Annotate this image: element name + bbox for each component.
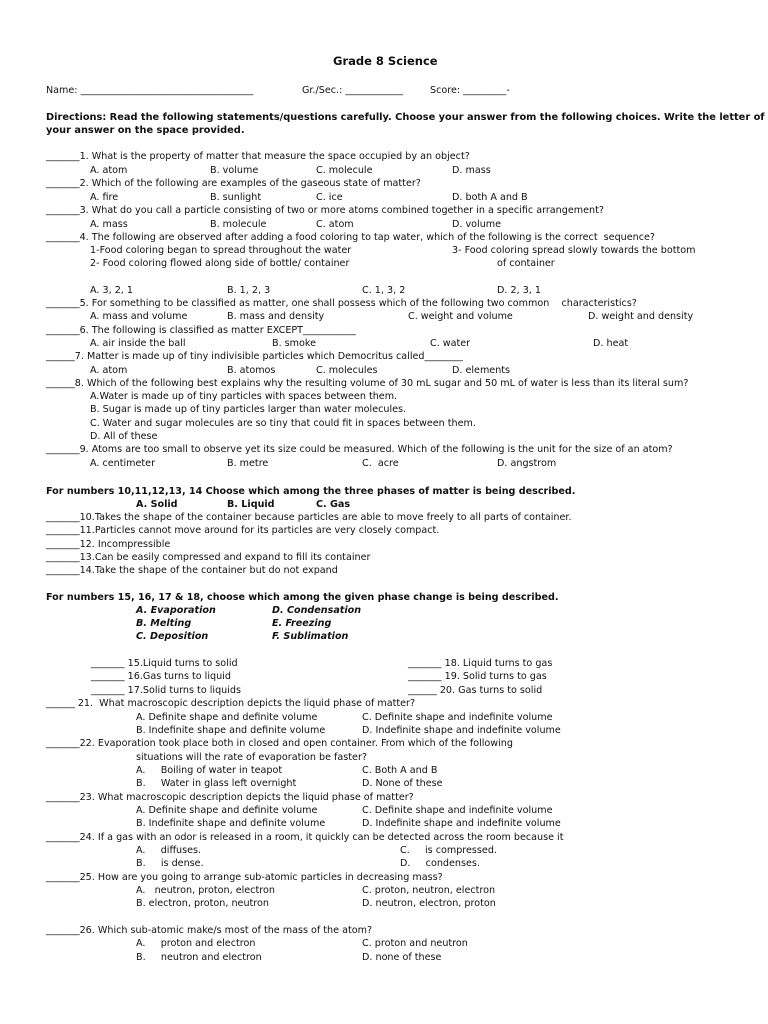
question-stem: _______22. Evaporation took place both in closed and open container. From which of the following <box>46 738 513 749</box>
question-stem: _______25. How are you going to arrange sub-atomic particles in decreasing mass? <box>46 872 443 883</box>
choice: B. Sugar is made up of tiny particles larger than water molecules. <box>90 404 407 415</box>
item: _______ 19. Solid turns to gas <box>408 671 547 682</box>
choice: D. neutron, electron, proton <box>362 898 496 909</box>
choice: D. mass <box>452 165 491 176</box>
choice: D. volume <box>452 219 502 230</box>
option: D. Condensation <box>272 605 362 616</box>
choice: B. metre <box>227 458 269 469</box>
choice: B. is dense. <box>136 858 204 869</box>
choice: D. weight and density <box>588 311 694 322</box>
question-stem-continued: situations will the rate of evaporation be faster? <box>136 752 367 763</box>
choice: A. air inside the ball <box>90 338 186 349</box>
question-stem: _______1. What is the property of matter that measure the space occupied by an object? <box>46 151 470 162</box>
choice: A. proton and electron <box>136 938 256 949</box>
question-stem: _______2. Which of the following are examples of the gaseous state of matter? <box>46 178 421 189</box>
choice: D. condenses. <box>400 858 480 869</box>
choice: C. Water and sugar molecules are so tiny that could fit in spaces between them. <box>90 418 476 429</box>
choice: B. Water in glass left overnight <box>136 778 297 789</box>
choice: C. 1, 3, 2 <box>362 285 406 296</box>
choice: A. mass <box>90 219 128 230</box>
question-stem: _______26. Which sub-atomic make/s most of the mass of the atom? <box>46 925 373 936</box>
question-stem: ______ 21. What macroscopic description depicts the liquid phase of matter? <box>46 698 416 709</box>
choice: B. smoke <box>272 338 317 349</box>
choice: C. is compressed. <box>400 845 497 856</box>
directions-line-2: your answer on the space provided. <box>46 125 245 136</box>
choice: C. Definite shape and indefinite volume <box>362 805 553 816</box>
item: _______13.Can be easily compressed and expand to fill its container <box>46 552 371 563</box>
directions-line-1: Directions: Read the following statements/questions carefully. Choose your answer from the following choices. Write the letter of <box>46 112 765 123</box>
choice: B. molecule <box>210 219 267 230</box>
choice: D. 2, 3, 1 <box>497 285 541 296</box>
question-stem: _______23. What macroscopic description depicts the liquid phase of matter? <box>46 792 414 803</box>
question-stem: _______24. If a gas with an odor is released in a room, it quickly can be detected across the room because it <box>46 832 564 843</box>
choice: D. Indefinite shape and indefinite volume <box>362 725 561 736</box>
section-heading: For numbers 10,11,12,13, 14 Choose which among the three phases of matter is being described. <box>46 486 576 497</box>
choice: D. none of these <box>362 952 442 963</box>
question-stem: _______6. The following is classified as matter EXCEPT___________ <box>46 325 356 336</box>
question-stem: _______3. What do you call a particle consisting of two or more atoms combined together in a specific arrangement? <box>46 205 604 216</box>
choice: B. mass and density <box>227 311 325 322</box>
question-stem: _______4. The following are observed after adding a food coloring to tap water, which of the following is the correct sequence? <box>46 232 656 243</box>
choice: B. volume <box>210 165 259 176</box>
choice: D. heat <box>593 338 629 349</box>
choice: C. proton, neutron, electron <box>362 885 496 896</box>
item: ______ 20. Gas turns to solid <box>408 685 543 696</box>
choice: A. atom <box>90 165 128 176</box>
choice: D. angstrom <box>497 458 557 469</box>
choice: D. both A and B <box>452 192 528 203</box>
score-field: Score: _________- <box>430 85 510 96</box>
item: _______ 17.Solid turns to liquids <box>91 685 241 696</box>
choice: D. All of these <box>90 431 158 442</box>
choice: C. molecule <box>316 165 373 176</box>
item: _______11.Particles cannot move around for its particles are very closely compact. <box>46 525 440 536</box>
option: B. Liquid <box>227 499 275 510</box>
choice: A. Definite shape and definite volume <box>136 712 318 723</box>
choice: C. atom <box>316 219 354 230</box>
choice: A. centimeter <box>90 458 156 469</box>
item: _______12. Incompressible <box>46 539 171 550</box>
choice: A. neutron, proton, electron <box>136 885 275 896</box>
choice: A. 3, 2, 1 <box>90 285 134 296</box>
choice: A. diffuses. <box>136 845 202 856</box>
sequence-step: 3- Food coloring spread slowly towards the bottom <box>452 245 696 256</box>
item: _______ 18. Liquid turns to gas <box>408 658 553 669</box>
choice: B. Indefinite shape and definite volume <box>136 818 326 829</box>
option: B. Melting <box>136 618 192 629</box>
page-title: Grade 8 Science <box>333 54 438 68</box>
choice: C. Definite shape and indefinite volume <box>362 712 553 723</box>
sequence-step: 2- Food coloring flowed along side of bottle/ container <box>90 258 350 269</box>
option: E. Freezing <box>272 618 332 629</box>
item: _______ 15.Liquid turns to solid <box>91 658 238 669</box>
choice: A.Water is made up of tiny particles with spaces between them. <box>90 391 398 402</box>
choice: B. 1, 2, 3 <box>227 285 271 296</box>
grade-section-field: Gr./Sec.: ____________ <box>302 85 403 96</box>
option: A. Solid <box>136 499 178 510</box>
question-stem: _______9. Atoms are too small to observe yet its size could be measured. Which of the following is the unit for the size of an atom? <box>46 444 673 455</box>
choice: A. Definite shape and definite volume <box>136 805 318 816</box>
choice: D. Indefinite shape and indefinite volume <box>362 818 561 829</box>
name-field: Name: ____________________________________ <box>46 85 254 96</box>
choice: D. elements <box>452 365 511 376</box>
choice: A. atom <box>90 365 128 376</box>
question-stem: ______7. Matter is made up of tiny indivisible particles which Democritus called________ <box>46 351 463 362</box>
choice: A. Boiling of water in teapot <box>136 765 283 776</box>
choice: C. weight and volume <box>408 311 513 322</box>
item: _______14.Take the shape of the container but do not expand <box>46 565 338 576</box>
question-stem: ______8. Which of the following best explains why the resulting volume of 30 mL sugar and 50 mL of water is less than its literal sum? <box>46 378 689 389</box>
sequence-step: 1-Food coloring began to spread throughout the water <box>90 245 352 256</box>
choice: A. fire <box>90 192 119 203</box>
choice: C. ice <box>316 192 343 203</box>
choice: C. proton and neutron <box>362 938 468 949</box>
choice: B. Indefinite shape and definite volume <box>136 725 326 736</box>
choice: C. molecules <box>316 365 378 376</box>
choice: D. None of these <box>362 778 443 789</box>
choice: B. neutron and electron <box>136 952 262 963</box>
choice: C. water <box>430 338 471 349</box>
item: _______ 16.Gas turns to liquid <box>91 671 231 682</box>
choice: B. atomos <box>227 365 276 376</box>
option: C. Gas <box>316 499 351 510</box>
item: _______10.Takes the shape of the container because particles are able to move freely to all parts of container. <box>46 512 572 523</box>
choice: B. electron, proton, neutron <box>136 898 269 909</box>
choice: A. mass and volume <box>90 311 188 322</box>
choice: B. sunlight <box>210 192 262 203</box>
option: A. Evaporation <box>136 605 216 616</box>
option: C. Deposition <box>136 631 209 642</box>
choice: C. acre <box>362 458 399 469</box>
sequence-step: of container <box>497 258 555 269</box>
question-stem: _______5. For something to be classified as matter, one shall possess which of the following two common characteristics? <box>46 298 637 309</box>
option: F. Sublimation <box>272 631 349 642</box>
choice: C. Both A and B <box>362 765 438 776</box>
section-heading: For numbers 15, 16, 17 & 18, choose which among the given phase change is being described. <box>46 592 559 603</box>
